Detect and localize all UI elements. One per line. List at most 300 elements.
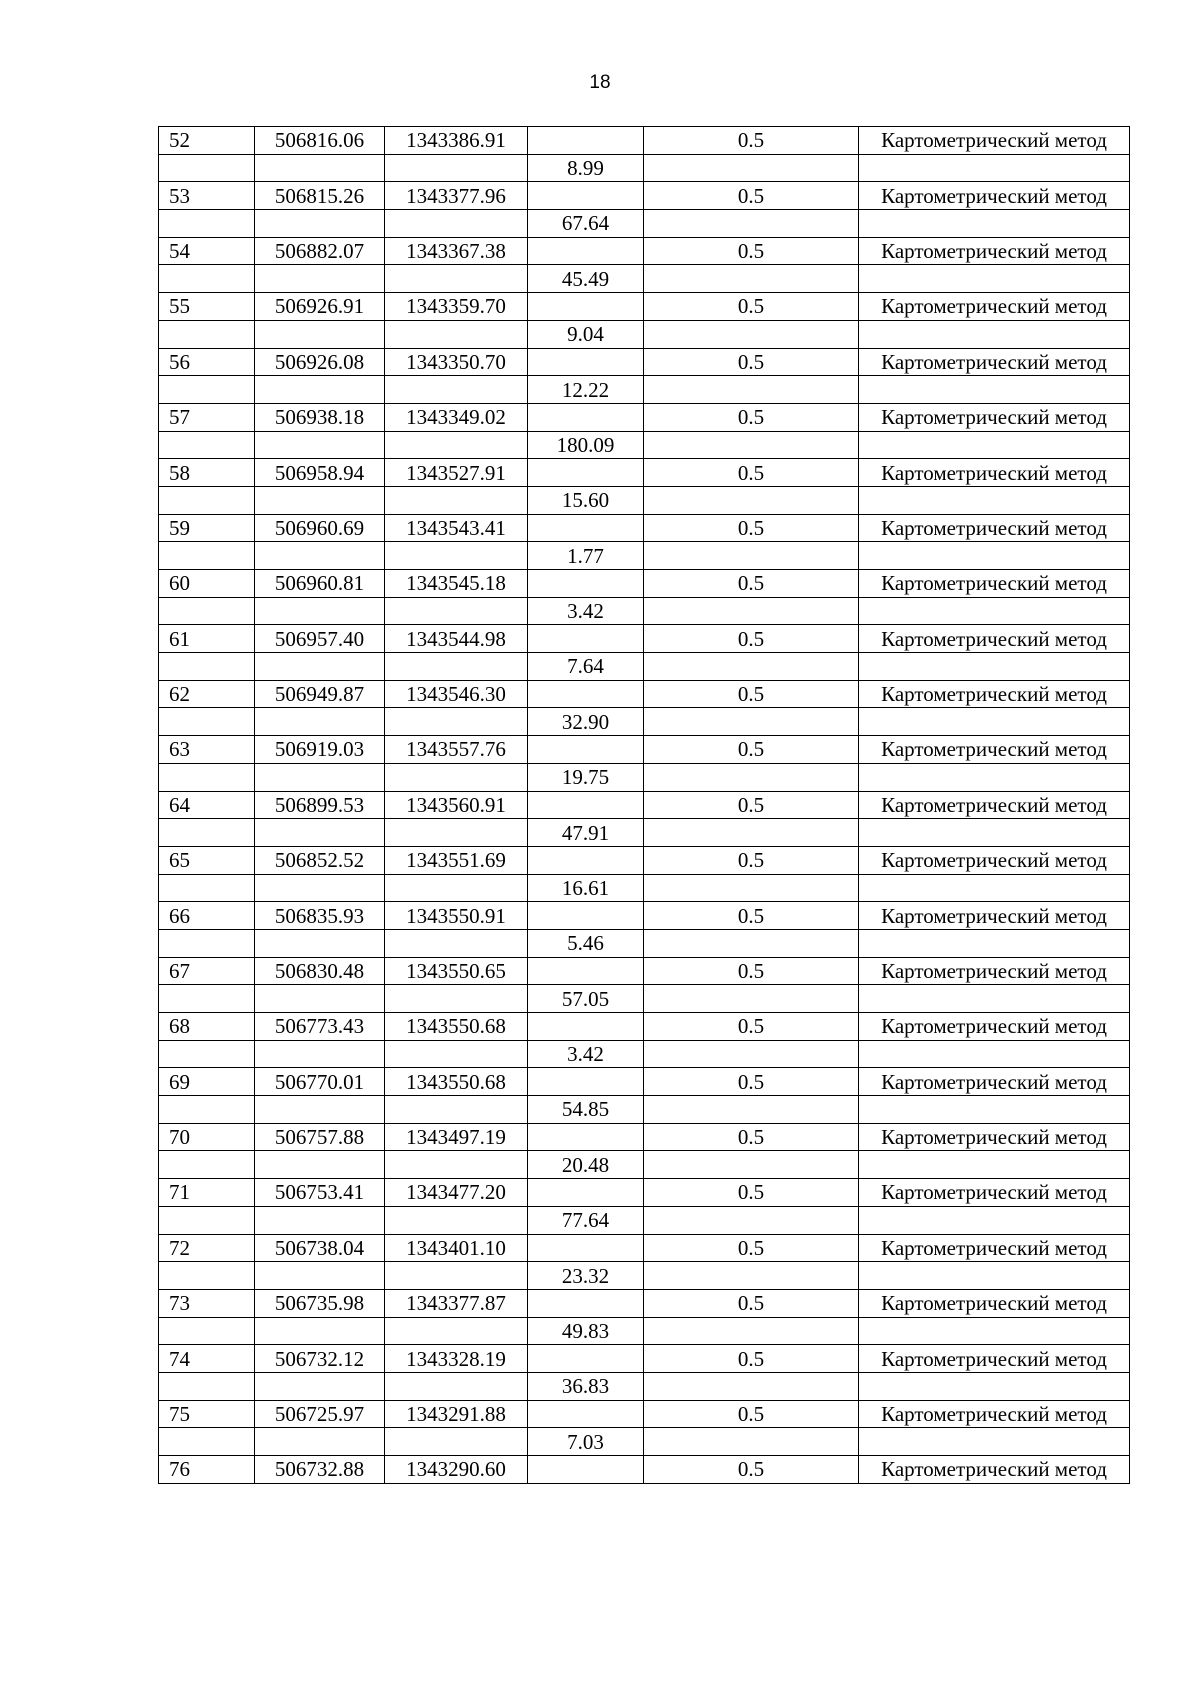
distance-row — [159, 1372, 1130, 1400]
empty-cell — [528, 625, 644, 653]
accuracy-value: 0.5 — [644, 1234, 859, 1262]
segment-distance: 180.09 — [528, 431, 644, 459]
point-row — [159, 736, 1130, 764]
coordinate-x: 506735.98 — [255, 1289, 385, 1317]
coordinate-y: 1343560.91 — [385, 791, 528, 819]
empty-cell — [644, 1040, 859, 1068]
empty-cell — [255, 1317, 385, 1345]
point-row — [159, 237, 1130, 265]
coordinates-table-body — [159, 127, 1130, 1484]
empty-cell — [159, 542, 255, 570]
point-number: 70 — [159, 1123, 255, 1151]
method-label: Картометрический метод — [859, 1123, 1130, 1151]
empty-cell — [644, 1151, 859, 1179]
empty-cell — [255, 1372, 385, 1400]
accuracy-value: 0.5 — [644, 625, 859, 653]
empty-cell — [159, 1317, 255, 1345]
method-label: Картометрический метод — [859, 680, 1130, 708]
accuracy-value: 0.5 — [644, 570, 859, 598]
accuracy-value: 0.5 — [644, 127, 859, 155]
empty-cell — [528, 182, 644, 210]
empty-cell — [159, 653, 255, 681]
method-label: Картометрический метод — [859, 293, 1130, 321]
empty-cell — [385, 376, 528, 404]
empty-cell — [644, 597, 859, 625]
empty-cell — [528, 846, 644, 874]
coordinate-x: 506753.41 — [255, 1179, 385, 1207]
segment-distance: 67.64 — [528, 210, 644, 238]
empty-cell — [859, 1040, 1130, 1068]
point-row — [159, 1013, 1130, 1041]
accuracy-value: 0.5 — [644, 846, 859, 874]
point-number: 75 — [159, 1400, 255, 1428]
empty-cell — [255, 708, 385, 736]
empty-cell — [528, 957, 644, 985]
point-row — [159, 791, 1130, 819]
point-number: 60 — [159, 570, 255, 598]
empty-cell — [255, 1151, 385, 1179]
point-number: 67 — [159, 957, 255, 985]
empty-cell — [859, 929, 1130, 957]
empty-cell — [859, 1372, 1130, 1400]
empty-cell — [385, 597, 528, 625]
empty-cell — [528, 1345, 644, 1373]
coordinate-y: 1343401.10 — [385, 1234, 528, 1262]
empty-cell — [644, 985, 859, 1013]
point-row — [159, 1400, 1130, 1428]
point-row — [159, 570, 1130, 598]
empty-cell — [159, 210, 255, 238]
point-row — [159, 1456, 1130, 1484]
point-row — [159, 459, 1130, 487]
empty-cell — [528, 459, 644, 487]
empty-cell — [159, 1262, 255, 1290]
empty-cell — [159, 1096, 255, 1124]
method-label: Картометрический метод — [859, 791, 1130, 819]
coordinate-y: 1343290.60 — [385, 1456, 528, 1484]
point-row — [159, 182, 1130, 210]
empty-cell — [385, 874, 528, 902]
point-number: 53 — [159, 182, 255, 210]
empty-cell — [385, 763, 528, 791]
empty-cell — [159, 763, 255, 791]
coordinate-x: 506938.18 — [255, 403, 385, 431]
method-label: Картометрический метод — [859, 570, 1130, 598]
empty-cell — [859, 431, 1130, 459]
empty-cell — [859, 486, 1130, 514]
coordinate-x: 506926.08 — [255, 348, 385, 376]
empty-cell — [859, 1206, 1130, 1234]
empty-cell — [385, 1096, 528, 1124]
empty-cell — [159, 874, 255, 902]
empty-cell — [159, 1428, 255, 1456]
empty-cell — [159, 1040, 255, 1068]
point-number: 63 — [159, 736, 255, 764]
distance-row — [159, 653, 1130, 681]
segment-distance: 45.49 — [528, 265, 644, 293]
point-row — [159, 293, 1130, 321]
coordinate-x: 506852.52 — [255, 846, 385, 874]
point-number: 64 — [159, 791, 255, 819]
empty-cell — [644, 763, 859, 791]
empty-cell — [255, 763, 385, 791]
distance-row — [159, 1317, 1130, 1345]
segment-distance: 32.90 — [528, 708, 644, 736]
point-number: 62 — [159, 680, 255, 708]
empty-cell — [385, 985, 528, 1013]
empty-cell — [644, 265, 859, 293]
method-label: Картометрический метод — [859, 625, 1130, 653]
method-label: Картометрический метод — [859, 1179, 1130, 1207]
empty-cell — [385, 929, 528, 957]
empty-cell — [528, 736, 644, 764]
distance-row — [159, 985, 1130, 1013]
empty-cell — [385, 1151, 528, 1179]
empty-cell — [859, 708, 1130, 736]
segment-distance: 5.46 — [528, 929, 644, 957]
empty-cell — [159, 1206, 255, 1234]
coordinate-y: 1343377.96 — [385, 182, 528, 210]
empty-cell — [528, 1123, 644, 1151]
coordinate-x: 506960.69 — [255, 514, 385, 542]
empty-cell — [255, 320, 385, 348]
empty-cell — [385, 1206, 528, 1234]
accuracy-value: 0.5 — [644, 1289, 859, 1317]
accuracy-value: 0.5 — [644, 1179, 859, 1207]
empty-cell — [159, 320, 255, 348]
coordinate-x: 506816.06 — [255, 127, 385, 155]
empty-cell — [385, 486, 528, 514]
coordinate-y: 1343551.69 — [385, 846, 528, 874]
empty-cell — [644, 376, 859, 404]
empty-cell — [644, 210, 859, 238]
method-label: Картометрический метод — [859, 403, 1130, 431]
empty-cell — [528, 1013, 644, 1041]
coordinate-x: 506919.03 — [255, 736, 385, 764]
point-number: 68 — [159, 1013, 255, 1041]
coordinate-y: 1343545.18 — [385, 570, 528, 598]
empty-cell — [385, 431, 528, 459]
empty-cell — [859, 1428, 1130, 1456]
empty-cell — [859, 376, 1130, 404]
coordinate-y: 1343386.91 — [385, 127, 528, 155]
point-number: 66 — [159, 902, 255, 930]
distance-row — [159, 486, 1130, 514]
empty-cell — [859, 597, 1130, 625]
empty-cell — [385, 1262, 528, 1290]
method-label: Картометрический метод — [859, 127, 1130, 155]
segment-distance: 19.75 — [528, 763, 644, 791]
empty-cell — [159, 1372, 255, 1400]
method-label: Картометрический метод — [859, 514, 1130, 542]
point-number: 76 — [159, 1456, 255, 1484]
point-row — [159, 1068, 1130, 1096]
coordinate-y: 1343527.91 — [385, 459, 528, 487]
empty-cell — [255, 542, 385, 570]
distance-row — [159, 1096, 1130, 1124]
accuracy-value: 0.5 — [644, 957, 859, 985]
point-number: 72 — [159, 1234, 255, 1262]
empty-cell — [159, 154, 255, 182]
coordinate-x: 506757.88 — [255, 1123, 385, 1151]
method-label: Картометрический метод — [859, 1400, 1130, 1428]
empty-cell — [528, 403, 644, 431]
empty-cell — [644, 708, 859, 736]
empty-cell — [255, 597, 385, 625]
coordinate-x: 506773.43 — [255, 1013, 385, 1041]
method-label: Картометрический метод — [859, 459, 1130, 487]
coordinates-table — [158, 126, 1130, 1484]
empty-cell — [159, 1151, 255, 1179]
distance-row — [159, 1262, 1130, 1290]
empty-cell — [644, 486, 859, 514]
empty-cell — [528, 1068, 644, 1096]
empty-cell — [528, 680, 644, 708]
point-row — [159, 625, 1130, 653]
empty-cell — [528, 1289, 644, 1317]
point-row — [159, 514, 1130, 542]
segment-distance: 12.22 — [528, 376, 644, 404]
empty-cell — [859, 1096, 1130, 1124]
empty-cell — [159, 376, 255, 404]
empty-cell — [528, 293, 644, 321]
empty-cell — [644, 320, 859, 348]
point-row — [159, 348, 1130, 376]
empty-cell — [644, 653, 859, 681]
empty-cell — [644, 1372, 859, 1400]
point-number: 73 — [159, 1289, 255, 1317]
accuracy-value: 0.5 — [644, 293, 859, 321]
distance-row — [159, 154, 1130, 182]
point-number: 56 — [159, 348, 255, 376]
empty-cell — [528, 570, 644, 598]
segment-distance: 57.05 — [528, 985, 644, 1013]
coordinate-y: 1343349.02 — [385, 403, 528, 431]
empty-cell — [859, 320, 1130, 348]
coordinate-y: 1343350.70 — [385, 348, 528, 376]
empty-cell — [859, 819, 1130, 847]
empty-cell — [644, 1206, 859, 1234]
empty-cell — [255, 1206, 385, 1234]
coordinate-x: 506926.91 — [255, 293, 385, 321]
empty-cell — [385, 1317, 528, 1345]
coordinate-x: 506958.94 — [255, 459, 385, 487]
segment-distance: 23.32 — [528, 1262, 644, 1290]
accuracy-value: 0.5 — [644, 736, 859, 764]
distance-row — [159, 597, 1130, 625]
empty-cell — [644, 154, 859, 182]
point-row — [159, 1345, 1130, 1373]
segment-distance: 3.42 — [528, 597, 644, 625]
coordinate-y: 1343550.65 — [385, 957, 528, 985]
distance-row — [159, 431, 1130, 459]
empty-cell — [385, 154, 528, 182]
coordinate-y: 1343550.91 — [385, 902, 528, 930]
coordinate-x: 506960.81 — [255, 570, 385, 598]
empty-cell — [859, 265, 1130, 293]
coordinate-x: 506732.12 — [255, 1345, 385, 1373]
empty-cell — [528, 514, 644, 542]
method-label: Картометрический метод — [859, 348, 1130, 376]
method-label: Картометрический метод — [859, 237, 1130, 265]
empty-cell — [255, 431, 385, 459]
empty-cell — [859, 1151, 1130, 1179]
point-row — [159, 1179, 1130, 1207]
coordinate-x: 506899.53 — [255, 791, 385, 819]
coordinate-x: 506725.97 — [255, 1400, 385, 1428]
coordinate-x: 506949.87 — [255, 680, 385, 708]
method-label: Картометрический метод — [859, 1013, 1130, 1041]
empty-cell — [859, 874, 1130, 902]
point-number: 65 — [159, 846, 255, 874]
point-row — [159, 127, 1130, 155]
point-number: 58 — [159, 459, 255, 487]
segment-distance: 16.61 — [528, 874, 644, 902]
coordinate-x: 506732.88 — [255, 1456, 385, 1484]
empty-cell — [255, 486, 385, 514]
empty-cell — [644, 1262, 859, 1290]
distance-row — [159, 265, 1130, 293]
segment-distance: 1.77 — [528, 542, 644, 570]
method-label: Картометрический метод — [859, 957, 1130, 985]
empty-cell — [528, 348, 644, 376]
distance-row — [159, 1206, 1130, 1234]
point-row — [159, 1123, 1130, 1151]
accuracy-value: 0.5 — [644, 182, 859, 210]
coordinate-y: 1343377.87 — [385, 1289, 528, 1317]
empty-cell — [644, 1428, 859, 1456]
distance-row — [159, 763, 1130, 791]
empty-cell — [528, 791, 644, 819]
coordinate-x: 506882.07 — [255, 237, 385, 265]
point-row — [159, 902, 1130, 930]
method-label: Картометрический метод — [859, 1345, 1130, 1373]
distance-row — [159, 708, 1130, 736]
distance-row — [159, 929, 1130, 957]
method-label: Картометрический метод — [859, 846, 1130, 874]
method-label: Картометрический метод — [859, 736, 1130, 764]
empty-cell — [255, 376, 385, 404]
coordinate-y: 1343291.88 — [385, 1400, 528, 1428]
segment-distance: 47.91 — [528, 819, 644, 847]
empty-cell — [859, 542, 1130, 570]
accuracy-value: 0.5 — [644, 1123, 859, 1151]
empty-cell — [159, 597, 255, 625]
empty-cell — [255, 1262, 385, 1290]
empty-cell — [859, 985, 1130, 1013]
coordinate-y: 1343359.70 — [385, 293, 528, 321]
empty-cell — [644, 1317, 859, 1345]
point-number: 59 — [159, 514, 255, 542]
point-row — [159, 1234, 1130, 1262]
empty-cell — [385, 320, 528, 348]
accuracy-value: 0.5 — [644, 1456, 859, 1484]
empty-cell — [385, 1372, 528, 1400]
empty-cell — [255, 265, 385, 293]
empty-cell — [528, 1179, 644, 1207]
method-label: Картометрический метод — [859, 182, 1130, 210]
segment-distance: 54.85 — [528, 1096, 644, 1124]
empty-cell — [528, 127, 644, 155]
segment-distance: 15.60 — [528, 486, 644, 514]
accuracy-value: 0.5 — [644, 348, 859, 376]
coordinate-x: 506738.04 — [255, 1234, 385, 1262]
empty-cell — [385, 210, 528, 238]
segment-distance: 8.99 — [528, 154, 644, 182]
accuracy-value: 0.5 — [644, 514, 859, 542]
coordinate-y: 1343557.76 — [385, 736, 528, 764]
empty-cell — [159, 265, 255, 293]
accuracy-value: 0.5 — [644, 791, 859, 819]
method-label: Картометрический метод — [859, 1068, 1130, 1096]
coordinate-y: 1343544.98 — [385, 625, 528, 653]
segment-distance: 7.03 — [528, 1428, 644, 1456]
empty-cell — [528, 1456, 644, 1484]
coordinate-x: 506835.93 — [255, 902, 385, 930]
empty-cell — [644, 819, 859, 847]
empty-cell — [255, 1428, 385, 1456]
distance-row — [159, 210, 1130, 238]
empty-cell — [385, 542, 528, 570]
accuracy-value: 0.5 — [644, 403, 859, 431]
coordinate-x: 506957.40 — [255, 625, 385, 653]
empty-cell — [159, 431, 255, 459]
accuracy-value: 0.5 — [644, 459, 859, 487]
accuracy-value: 0.5 — [644, 1400, 859, 1428]
empty-cell — [385, 819, 528, 847]
coordinate-y: 1343543.41 — [385, 514, 528, 542]
point-number: 54 — [159, 237, 255, 265]
segment-distance: 36.83 — [528, 1372, 644, 1400]
empty-cell — [159, 486, 255, 514]
distance-row — [159, 1151, 1130, 1179]
empty-cell — [859, 1317, 1130, 1345]
empty-cell — [859, 653, 1130, 681]
empty-cell — [255, 210, 385, 238]
empty-cell — [159, 819, 255, 847]
method-label: Картометрический метод — [859, 1289, 1130, 1317]
empty-cell — [255, 154, 385, 182]
empty-cell — [644, 929, 859, 957]
empty-cell — [255, 874, 385, 902]
distance-row — [159, 320, 1130, 348]
empty-cell — [255, 653, 385, 681]
empty-cell — [255, 819, 385, 847]
empty-cell — [255, 1096, 385, 1124]
empty-cell — [528, 1234, 644, 1262]
accuracy-value: 0.5 — [644, 1345, 859, 1373]
empty-cell — [385, 708, 528, 736]
empty-cell — [644, 542, 859, 570]
segment-distance: 20.48 — [528, 1151, 644, 1179]
point-row — [159, 846, 1130, 874]
method-label: Картометрический метод — [859, 1456, 1130, 1484]
empty-cell — [385, 1428, 528, 1456]
segment-distance: 7.64 — [528, 653, 644, 681]
empty-cell — [859, 154, 1130, 182]
accuracy-value: 0.5 — [644, 237, 859, 265]
coordinate-y: 1343328.19 — [385, 1345, 528, 1373]
distance-row — [159, 874, 1130, 902]
empty-cell — [859, 1262, 1130, 1290]
empty-cell — [859, 763, 1130, 791]
coordinate-x: 506770.01 — [255, 1068, 385, 1096]
empty-cell — [644, 874, 859, 902]
empty-cell — [255, 985, 385, 1013]
method-label: Картометрический метод — [859, 902, 1130, 930]
point-number: 57 — [159, 403, 255, 431]
accuracy-value: 0.5 — [644, 902, 859, 930]
